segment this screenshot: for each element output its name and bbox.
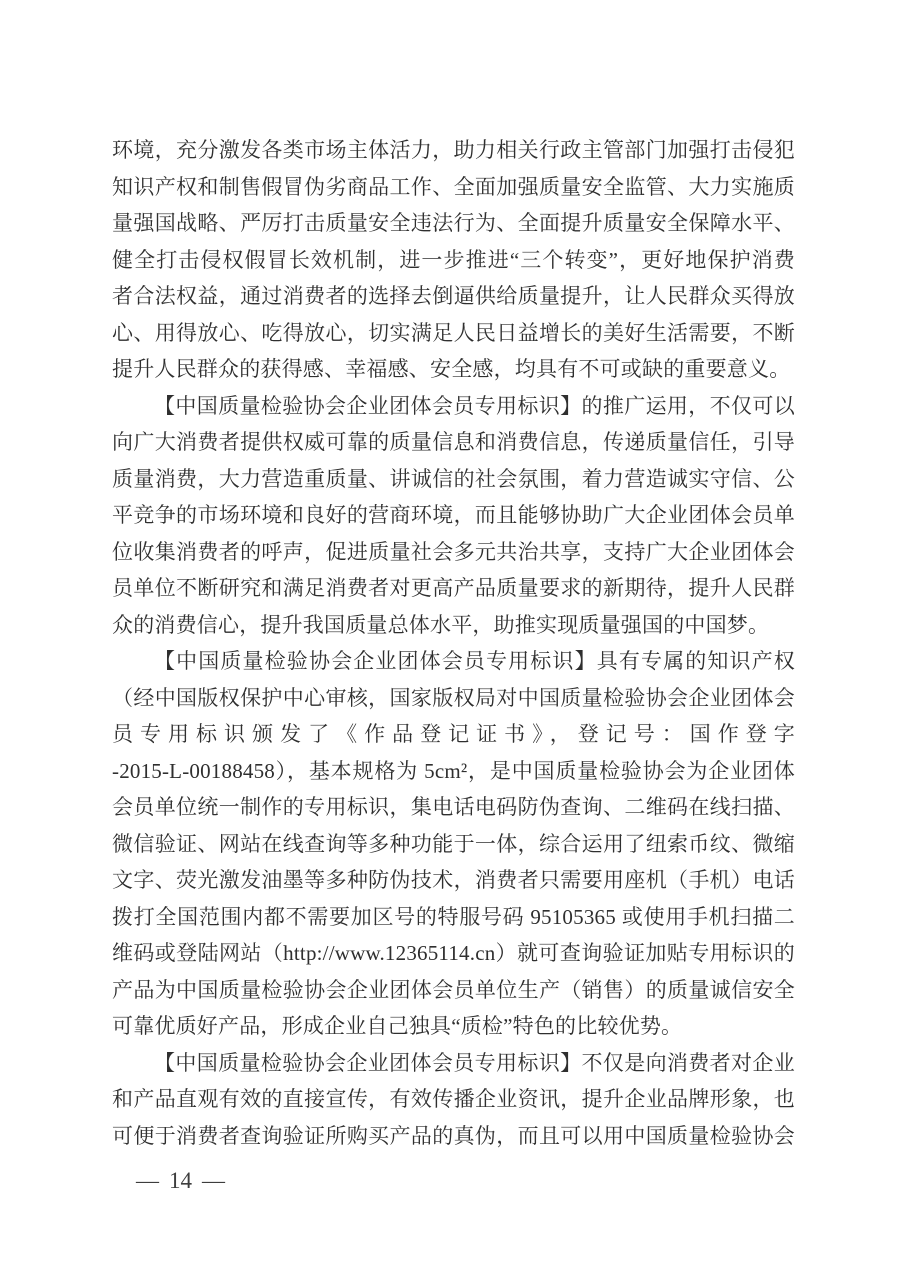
text-line: 位收集消费者的呼声，促进质量社会多元共治共享，支持广大企业团体会 — [112, 539, 795, 564]
text-line: 量强国战略、严厉打击质量安全违法行为、全面提升质量安全保障水平、 — [112, 211, 795, 235]
text-line: 提升人民群众的获得感、幸福感、安全感，均具有不可或缺的重要意义。 — [112, 357, 791, 381]
text-line: 会员单位统一制作的专用标识，集电话电码防伪查询、二维码在线扫描、 — [112, 795, 795, 819]
footer-dash-right: — — [202, 1168, 225, 1193]
text-line: 和产品直观有效的直接宣传，有效传播企业资讯，提升企业品牌形象，也 — [112, 1087, 795, 1111]
text-line: 员专用标识颁发了《作品登记证书》，登记号：国作登字 — [112, 722, 795, 746]
text-line: 拨打全国范围内都不需要加区号的特服号码 95105365 或使用手机扫描二 — [112, 904, 795, 929]
text-line: 众的消费信心，提升我国质量总体水平，助推实现质量强国的中国梦。 — [112, 612, 770, 637]
text-line: 可便于消费者查询验证所购买产品的真伪，而且可以用中国质量检验协会 — [112, 1123, 795, 1148]
text-line: 产品为中国质量检验协会企业团体会员单位生产（销售）的质量诚信安全 — [112, 977, 795, 1002]
text-line: -2015-L-00188458），基本规格为 5cm²，是中国质量检验协会为企业团体 — [112, 758, 795, 783]
document-body — [112, 132, 795, 1154]
paragraph — [112, 388, 795, 644]
text-line: 员单位不断研究和满足消费者对更高产品质量要求的新期待，提升人民群 — [112, 576, 795, 600]
paragraph — [112, 1045, 795, 1155]
text-line: 微信验证、网站在线查询等多种功能于一体，综合运用了纽索币纹、微缩 — [112, 831, 795, 856]
text-line: 【中国质量检验协会企业团体会员专用标识】具有专属的知识产权 — [154, 649, 795, 673]
page-number: 14 — [169, 1168, 192, 1193]
text-line: 平竞争的市场环境和良好的营商环境，而且能够协助广大企业团体会员单 — [112, 503, 795, 527]
text-line: 知识产权和制售假冒伪劣商品工作、全面加强质量安全监管、大力实施质 — [112, 174, 795, 199]
text-line: 质量消费，大力营造重质量、讲诚信的社会氛围，着力营造诚实守信、公 — [112, 466, 795, 491]
page-footer — [136, 1168, 225, 1194]
text-line: 者合法权益，通过消费者的选择去倒逼供给质量提升，让人民群众买得放 — [112, 284, 795, 308]
text-line: 【中国质量检验协会企业团体会员专用标识】不仅是向消费者对企业 — [154, 1050, 795, 1075]
paragraph — [112, 132, 795, 388]
paragraph — [112, 643, 795, 1045]
text-line: 维码或登陆网站（http://www.12365114.cn）就可查询验证加贴专用标识的 — [112, 941, 795, 965]
text-line: 文字、荧光激发油墨等多种防伪技术，消费者只需要用座机（手机）电话 — [112, 868, 795, 892]
text-line: 【中国质量检验协会企业团体会员专用标识】的推广运用，不仅可以 — [154, 393, 795, 418]
text-line: 健全打击侵权假冒长效机制，进一步推进“三个转变”，更好地保护消费 — [112, 247, 795, 272]
text-line: 向广大消费者提供权威可靠的质量信息和消费信息，传递质量信任，引导 — [112, 430, 795, 454]
text-line: 环境，充分激发各类市场主体活力，助力相关行政主管部门加强打击侵犯 — [112, 138, 795, 162]
text-line: 可靠优质好产品，形成企业自己独具“质检”特色的比较优势。 — [112, 1014, 683, 1038]
text-line: 心、用得放心、吃得放心，切实满足人民日益增长的美好生活需要，不断 — [112, 320, 795, 345]
text-line: （经中国版权保护中心审核，国家版权局对中国质量检验协会企业团体会 — [112, 685, 795, 710]
footer-dash-left: — — [136, 1168, 159, 1193]
